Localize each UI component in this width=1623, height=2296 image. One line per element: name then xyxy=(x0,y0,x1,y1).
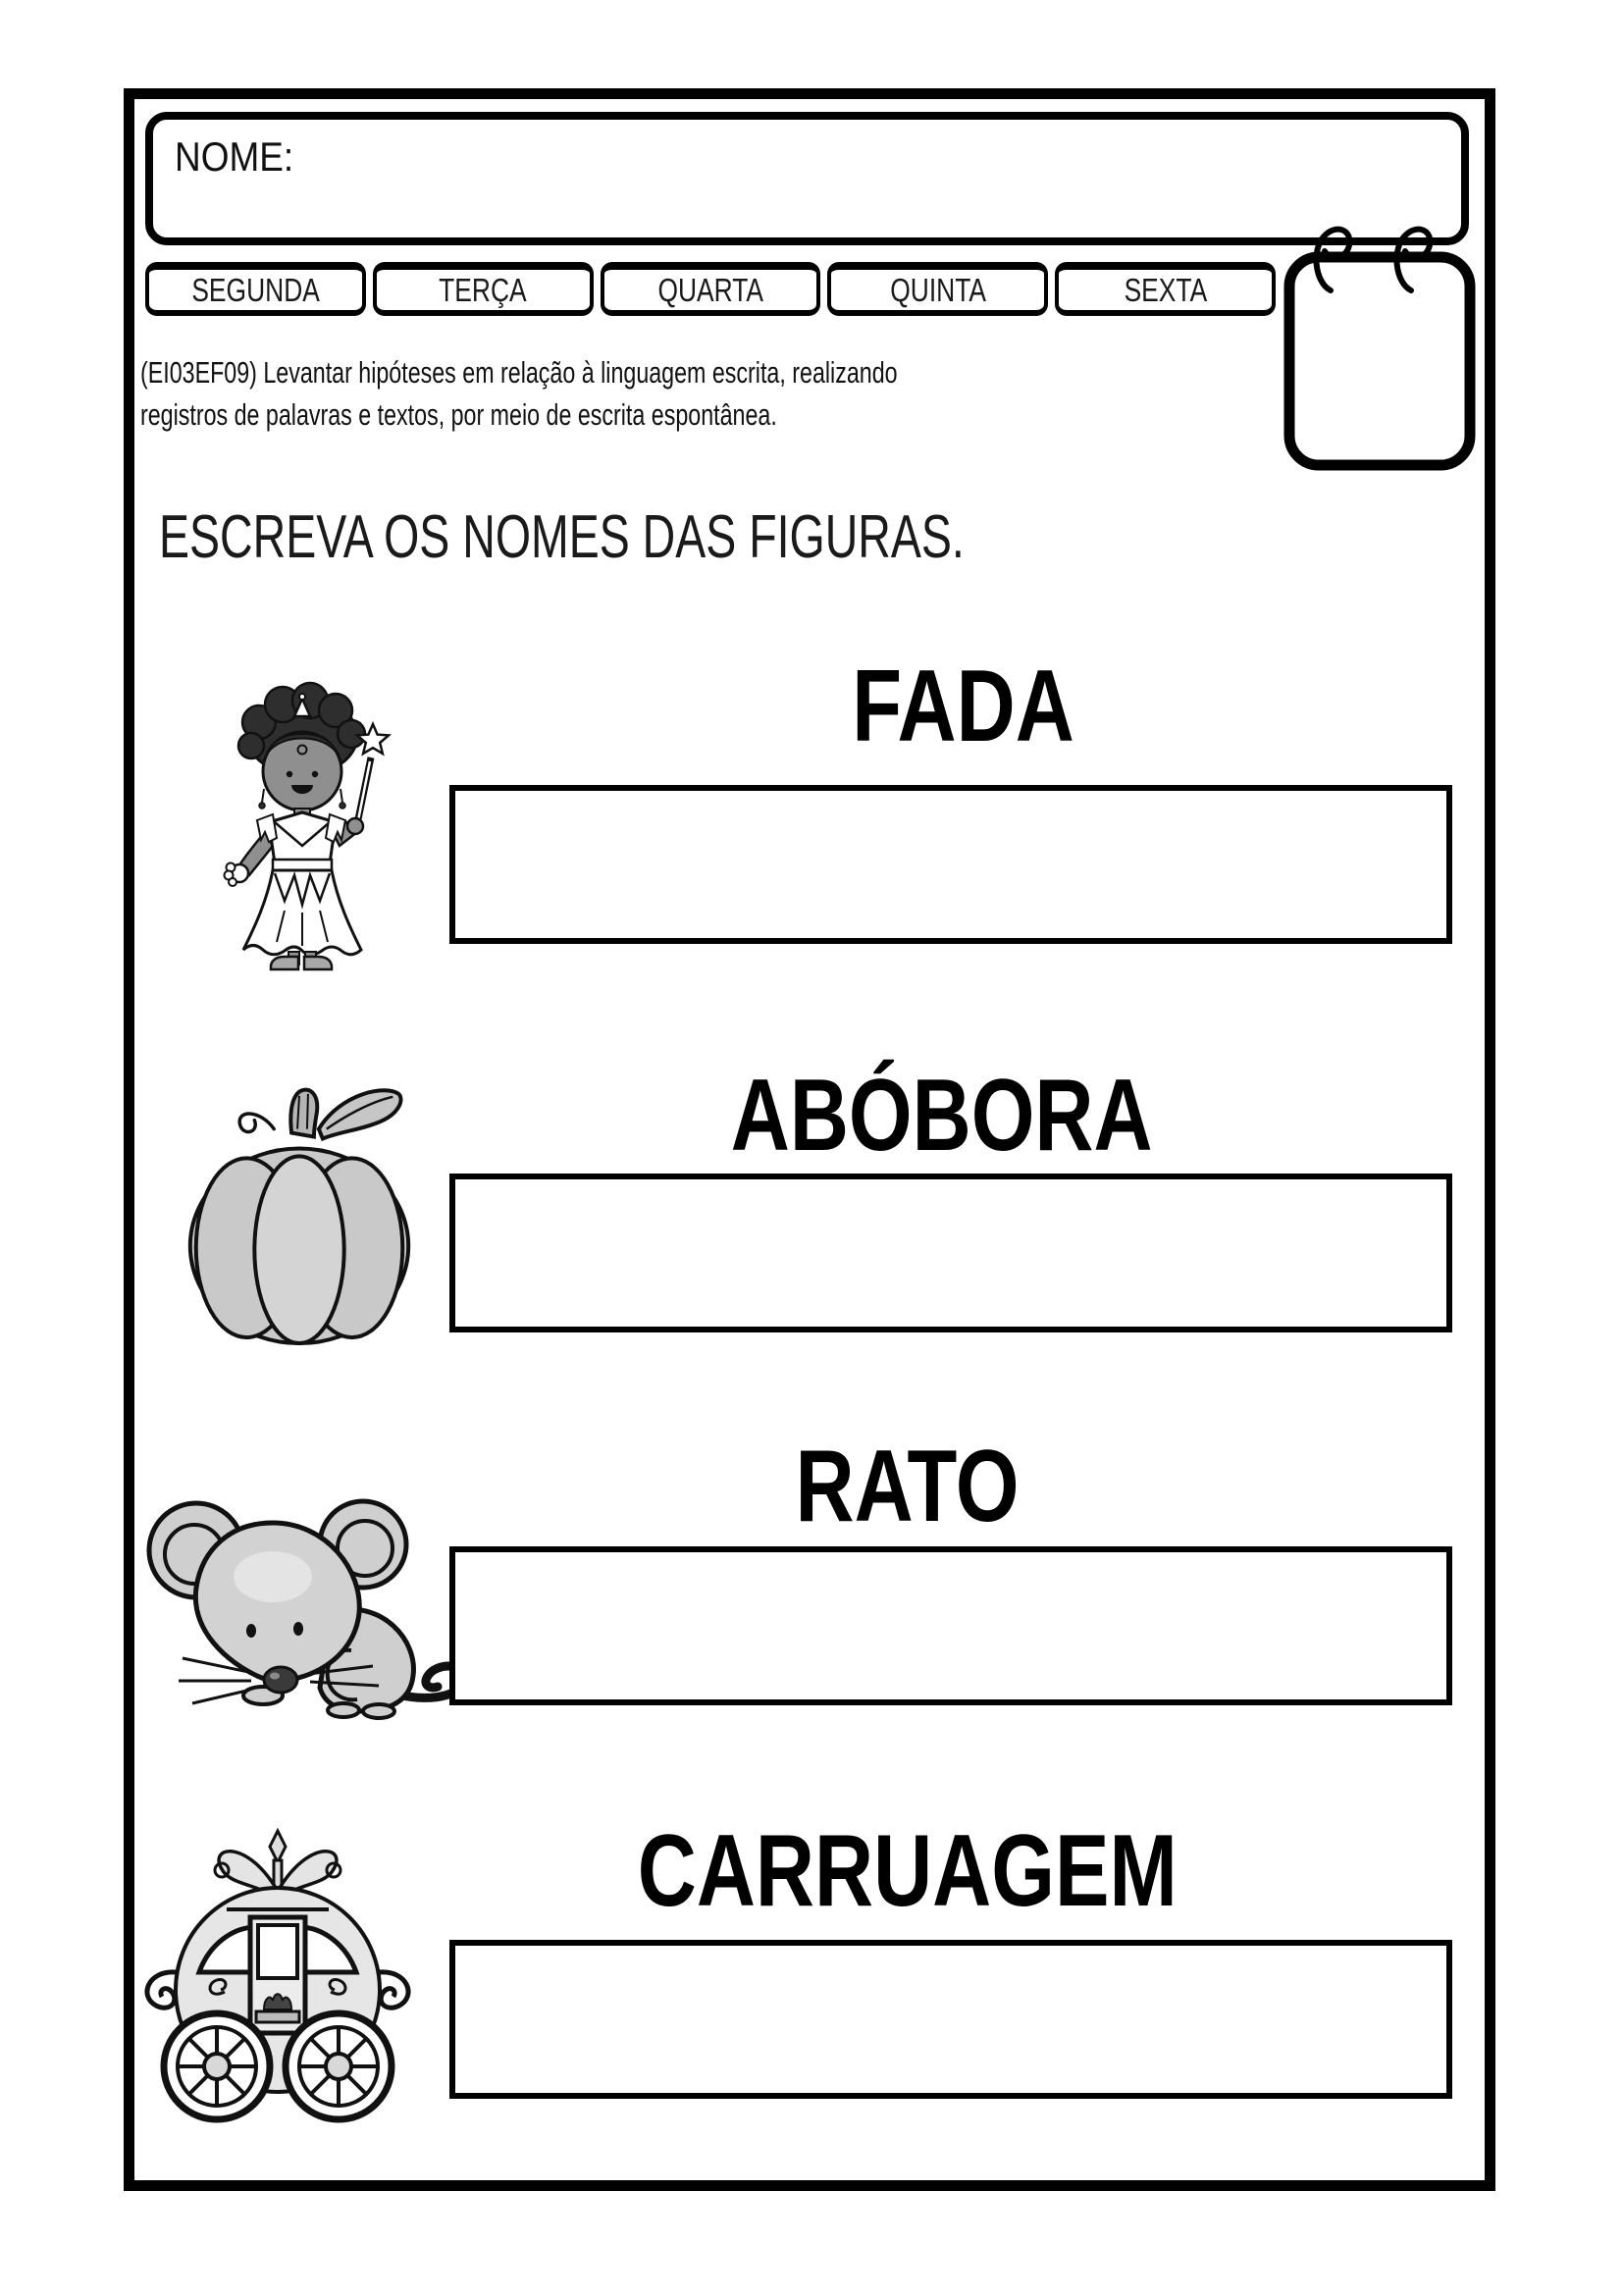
tab-segunda-label: SEGUNDA xyxy=(191,271,320,308)
objective-line-2: registros de palavras e textos, por meio de escrita espontânea. xyxy=(140,397,777,432)
tab-segunda[interactable] xyxy=(145,262,366,316)
name-label xyxy=(175,133,310,181)
weekday-tabs xyxy=(145,262,1276,316)
spiral-notepad-icon xyxy=(1274,196,1484,477)
answer-box-carruagem[interactable] xyxy=(449,1940,1452,2099)
answer-box-rato[interactable] xyxy=(449,1546,1452,1705)
tab-quarta-label: QUARTA xyxy=(657,271,763,308)
fairy-illustration xyxy=(208,665,394,971)
tab-quinta[interactable] xyxy=(827,262,1048,316)
name-input-box[interactable] xyxy=(145,112,1469,245)
tab-terca-label: TERÇA xyxy=(439,271,527,308)
tab-quinta-label: QUINTA xyxy=(889,271,986,308)
instruction-text xyxy=(159,502,1232,572)
instruction-label: ESCREVA OS NOMES DAS FIGURAS. xyxy=(159,503,965,571)
answer-box-fada[interactable] xyxy=(449,785,1452,944)
word-label-fada: FADA xyxy=(852,650,1075,763)
pumpkin-illustration xyxy=(165,1068,438,1357)
carriage-illustration xyxy=(130,1823,426,2129)
objective-text xyxy=(140,351,1150,436)
word-label-rato: RATO xyxy=(795,1430,1021,1543)
tab-terca[interactable] xyxy=(373,262,594,316)
name-label-text: NOME: xyxy=(175,133,294,180)
word-label-carruagem: CARRUAGEM xyxy=(637,1814,1178,1928)
word-label-abobora: ABÓBORA xyxy=(731,1059,1153,1173)
tab-quarta[interactable] xyxy=(601,262,821,316)
answer-box-abobora[interactable] xyxy=(449,1174,1452,1332)
tab-sexta-label: SEXTA xyxy=(1124,271,1207,308)
tab-sexta[interactable] xyxy=(1055,262,1276,316)
objective-line-1: (EI03EF09) Levantar hipóteses em relação à linguagem escrita, realizando xyxy=(140,355,898,390)
